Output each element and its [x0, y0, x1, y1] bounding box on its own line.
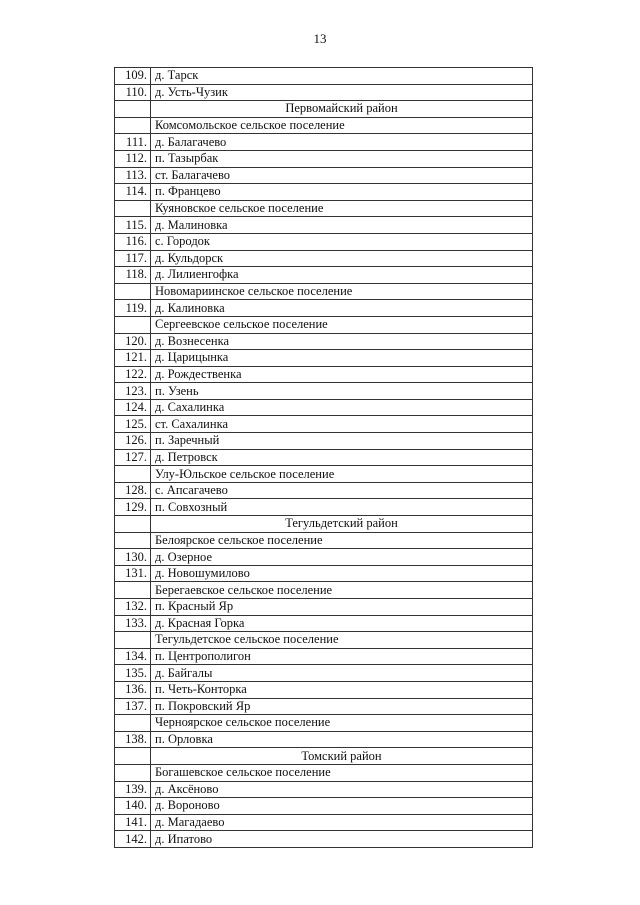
row-number-cell: 121.: [115, 350, 151, 367]
table-row: [115, 84, 533, 101]
table-row: [115, 565, 533, 582]
row-number-cell: 110.: [115, 84, 151, 101]
settlement-header-row: [115, 532, 533, 549]
settlement-name-cell: Куяновское сельское поселение: [151, 200, 533, 217]
row-number-cell: 116.: [115, 233, 151, 250]
row-number-cell: 128.: [115, 482, 151, 499]
settlement-header-row: [115, 764, 533, 781]
row-number-cell: 132.: [115, 599, 151, 616]
place-name-cell: д. Новошумилово: [151, 565, 533, 582]
place-name-cell: д. Вознесенка: [151, 333, 533, 350]
row-number-cell: [115, 764, 151, 781]
row-number-cell: 126.: [115, 433, 151, 450]
table-row: [115, 68, 533, 85]
place-name-cell: д. Петровск: [151, 449, 533, 466]
settlements-table: [114, 67, 533, 848]
place-name-cell: п. Красный Яр: [151, 599, 533, 616]
place-name-cell: д. Красная Горка: [151, 615, 533, 632]
table-row: [115, 217, 533, 234]
row-number-cell: 137.: [115, 698, 151, 715]
settlement-name-cell: Берегаевское сельское поселение: [151, 582, 533, 599]
table-row: [115, 599, 533, 616]
table-row: [115, 350, 533, 367]
place-name-cell: п. Заречный: [151, 433, 533, 450]
table-row: [115, 665, 533, 682]
table-row: [115, 167, 533, 184]
place-name-cell: д. Калиновка: [151, 300, 533, 317]
settlement-name-cell: Черноярское сельское поселение: [151, 715, 533, 732]
district-name-cell: Томский район: [151, 748, 533, 765]
place-name-cell: д. Тарск: [151, 68, 533, 85]
row-number-cell: 134.: [115, 648, 151, 665]
row-number-cell: 138.: [115, 731, 151, 748]
row-number-cell: [115, 101, 151, 118]
table-row: [115, 399, 533, 416]
row-number-cell: [115, 516, 151, 533]
row-number-cell: 122.: [115, 366, 151, 383]
place-name-cell: п. Орловка: [151, 731, 533, 748]
table-row: [115, 233, 533, 250]
table-row: [115, 416, 533, 433]
table-row: [115, 698, 533, 715]
settlement-header-row: [115, 632, 533, 649]
table-row: [115, 648, 533, 665]
place-name-cell: д. Байгалы: [151, 665, 533, 682]
place-name-cell: п. Четь-Конторка: [151, 681, 533, 698]
table-row: [115, 449, 533, 466]
place-name-cell: с. Городок: [151, 233, 533, 250]
place-name-cell: ст. Балагачево: [151, 167, 533, 184]
row-number-cell: 131.: [115, 565, 151, 582]
settlement-header-row: [115, 582, 533, 599]
settlements-table-body: [115, 68, 533, 848]
place-name-cell: п. Совхозный: [151, 499, 533, 516]
settlement-name-cell: Новомариинское сельское поселение: [151, 283, 533, 300]
settlement-name-cell: Белоярское сельское поселение: [151, 532, 533, 549]
table-row: [115, 798, 533, 815]
row-number-cell: 119.: [115, 300, 151, 317]
table-row: [115, 681, 533, 698]
settlement-name-cell: Тегульдетское сельское поселение: [151, 632, 533, 649]
row-number-cell: [115, 582, 151, 599]
district-header-row: [115, 101, 533, 118]
row-number-cell: 141.: [115, 814, 151, 831]
settlement-header-row: [115, 200, 533, 217]
table-row: [115, 366, 533, 383]
place-name-cell: д. Лилиенгофка: [151, 267, 533, 284]
row-number-cell: [115, 748, 151, 765]
place-name-cell: п. Тазырбак: [151, 150, 533, 167]
row-number-cell: [115, 200, 151, 217]
row-number-cell: [115, 316, 151, 333]
settlement-name-cell: Улу-Юльское сельское поселение: [151, 466, 533, 483]
place-name-cell: д. Малиновка: [151, 217, 533, 234]
row-number-cell: 129.: [115, 499, 151, 516]
row-number-cell: 111.: [115, 134, 151, 151]
place-name-cell: д. Царицынка: [151, 350, 533, 367]
place-name-cell: д. Ипатово: [151, 831, 533, 848]
place-name-cell: п. Покровский Яр: [151, 698, 533, 715]
place-name-cell: д. Озерное: [151, 549, 533, 566]
table-row: [115, 184, 533, 201]
row-number-cell: [115, 283, 151, 300]
row-number-cell: 112.: [115, 150, 151, 167]
table-row: [115, 615, 533, 632]
row-number-cell: [115, 532, 151, 549]
row-number-cell: 118.: [115, 267, 151, 284]
place-name-cell: д. Рождественка: [151, 366, 533, 383]
row-number-cell: 114.: [115, 184, 151, 201]
district-name-cell: Первомайский район: [151, 101, 533, 118]
table-row: [115, 433, 533, 450]
row-number-cell: 115.: [115, 217, 151, 234]
table-row: [115, 383, 533, 400]
row-number-cell: 139.: [115, 781, 151, 798]
row-number-cell: 136.: [115, 681, 151, 698]
place-name-cell: д. Аксёново: [151, 781, 533, 798]
page-number: 13: [313, 31, 327, 46]
place-name-cell: д. Сахалинка: [151, 399, 533, 416]
row-number-cell: 135.: [115, 665, 151, 682]
table-row: [115, 150, 533, 167]
place-name-cell: д. Усть-Чузик: [151, 84, 533, 101]
settlement-header-row: [115, 715, 533, 732]
place-name-cell: п. Францево: [151, 184, 533, 201]
row-number-cell: [115, 715, 151, 732]
row-number-cell: 120.: [115, 333, 151, 350]
table-row: [115, 267, 533, 284]
place-name-cell: п. Узень: [151, 383, 533, 400]
place-name-cell: д. Балагачево: [151, 134, 533, 151]
table-row: [115, 781, 533, 798]
place-name-cell: п. Центрополигон: [151, 648, 533, 665]
settlement-name-cell: Сергеевское сельское поселение: [151, 316, 533, 333]
table-row: [115, 731, 533, 748]
district-header-row: [115, 748, 533, 765]
place-name-cell: с. Апсагачево: [151, 482, 533, 499]
place-name-cell: д. Магадаево: [151, 814, 533, 831]
settlement-name-cell: Комсомольское сельское поселение: [151, 117, 533, 134]
table-row: [115, 549, 533, 566]
district-name-cell: Тегульдетский район: [151, 516, 533, 533]
place-name-cell: д. Кульдорск: [151, 250, 533, 267]
row-number-cell: [115, 466, 151, 483]
place-name-cell: д. Вороново: [151, 798, 533, 815]
table-row: [115, 482, 533, 499]
row-number-cell: 133.: [115, 615, 151, 632]
table-row: [115, 333, 533, 350]
settlement-header-row: [115, 466, 533, 483]
row-number-cell: 130.: [115, 549, 151, 566]
table-row: [115, 250, 533, 267]
settlement-header-row: [115, 117, 533, 134]
settlement-header-row: [115, 316, 533, 333]
settlement-header-row: [115, 283, 533, 300]
row-number-cell: 123.: [115, 383, 151, 400]
place-name-cell: ст. Сахалинка: [151, 416, 533, 433]
row-number-cell: 140.: [115, 798, 151, 815]
row-number-cell: 125.: [115, 416, 151, 433]
row-number-cell: 117.: [115, 250, 151, 267]
table-row: [115, 831, 533, 848]
settlement-name-cell: Богашевское сельское поселение: [151, 764, 533, 781]
district-header-row: [115, 516, 533, 533]
table-row: [115, 134, 533, 151]
row-number-cell: 127.: [115, 449, 151, 466]
row-number-cell: [115, 117, 151, 134]
row-number-cell: [115, 632, 151, 649]
row-number-cell: 113.: [115, 167, 151, 184]
table-row: [115, 300, 533, 317]
table-row: [115, 499, 533, 516]
row-number-cell: 124.: [115, 399, 151, 416]
row-number-cell: 109.: [115, 68, 151, 85]
table-row: [115, 814, 533, 831]
row-number-cell: 142.: [115, 831, 151, 848]
